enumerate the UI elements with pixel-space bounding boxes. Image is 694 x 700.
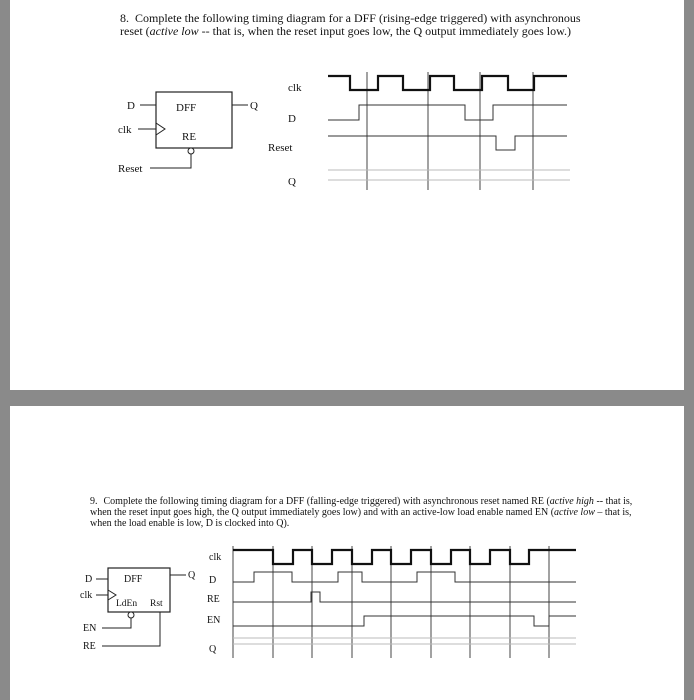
pin-clk-9: clk — [80, 590, 93, 601]
signal-label-d-9: D — [209, 575, 217, 586]
en-wire — [102, 618, 131, 628]
question-9-italic-2: active low — [554, 507, 595, 518]
question-8-card — [10, 0, 684, 390]
waveform-reset — [328, 136, 567, 150]
waveform-clk — [328, 76, 567, 90]
dff-label: DFF — [176, 102, 197, 114]
waveform-d-9 — [233, 572, 576, 582]
question-9-number: 9. — [90, 496, 98, 507]
question-8-number: 8. — [120, 11, 129, 25]
pin-reset: Reset — [118, 163, 143, 175]
signal-label-clk: clk — [288, 82, 302, 94]
q-row-guides-9 — [233, 638, 576, 644]
signal-label-d: D — [288, 113, 296, 125]
question-8-italic: active low — [149, 24, 199, 38]
question-9-diagram — [10, 406, 684, 700]
pin-d-9: D — [85, 574, 93, 585]
dff-label-9: DFF — [124, 574, 143, 585]
q-row-guides — [328, 170, 570, 180]
reset-bubble — [188, 148, 194, 154]
pin-q: Q — [250, 100, 258, 112]
question-9-text-a: Complete the following timing diagram for a DFF (falling-edge triggered) with asynchronous reset named RE ( — [103, 496, 550, 507]
pin-clk: clk — [118, 124, 132, 136]
signal-label-q-9: Q — [209, 644, 217, 655]
waveform-en-9 — [233, 616, 576, 626]
en-bubble — [128, 612, 134, 618]
pin-q-9: Q — [188, 570, 196, 581]
question-9-text-c: – that is, when the load enable is low, D is clocked into Q). — [90, 507, 632, 529]
clk-triangle — [156, 123, 165, 135]
question-9-italic-1: active high — [549, 496, 594, 507]
waveform-clk-9 — [233, 550, 576, 564]
signal-label-clk-9: clk — [209, 552, 222, 563]
reset-wire — [150, 154, 191, 168]
question-8-text-a: Complete the following timing diagram for a DFF (rising-edge triggered) with asynchronous reset ( — [120, 11, 581, 38]
signal-label-re-9: RE — [207, 594, 220, 605]
pin-en: EN — [83, 623, 97, 634]
ldEn-label: LdEn — [116, 599, 138, 609]
question-8-diagram — [10, 0, 684, 390]
clk-triangle-9 — [108, 590, 116, 600]
waveform-d — [328, 105, 567, 120]
waveform-re-9 — [233, 592, 576, 602]
signal-label-reset: Reset — [268, 142, 293, 154]
question-9-text-b: -- that is, when the reset input goes high, the Q output immediately goes low) and with an active-low load enable named EN ( — [90, 496, 633, 518]
signal-label-q: Q — [288, 176, 296, 188]
question-8-text-b: -- that is, when the reset input goes low, the Q output immediately goes low.) — [198, 24, 572, 38]
pin-d: D — [127, 100, 135, 112]
signal-label-en-9: EN — [207, 615, 221, 626]
re-label: RE — [182, 131, 197, 143]
rst-label: Rst — [150, 599, 163, 609]
question-9-card — [10, 406, 684, 700]
pin-re: RE — [83, 641, 96, 652]
